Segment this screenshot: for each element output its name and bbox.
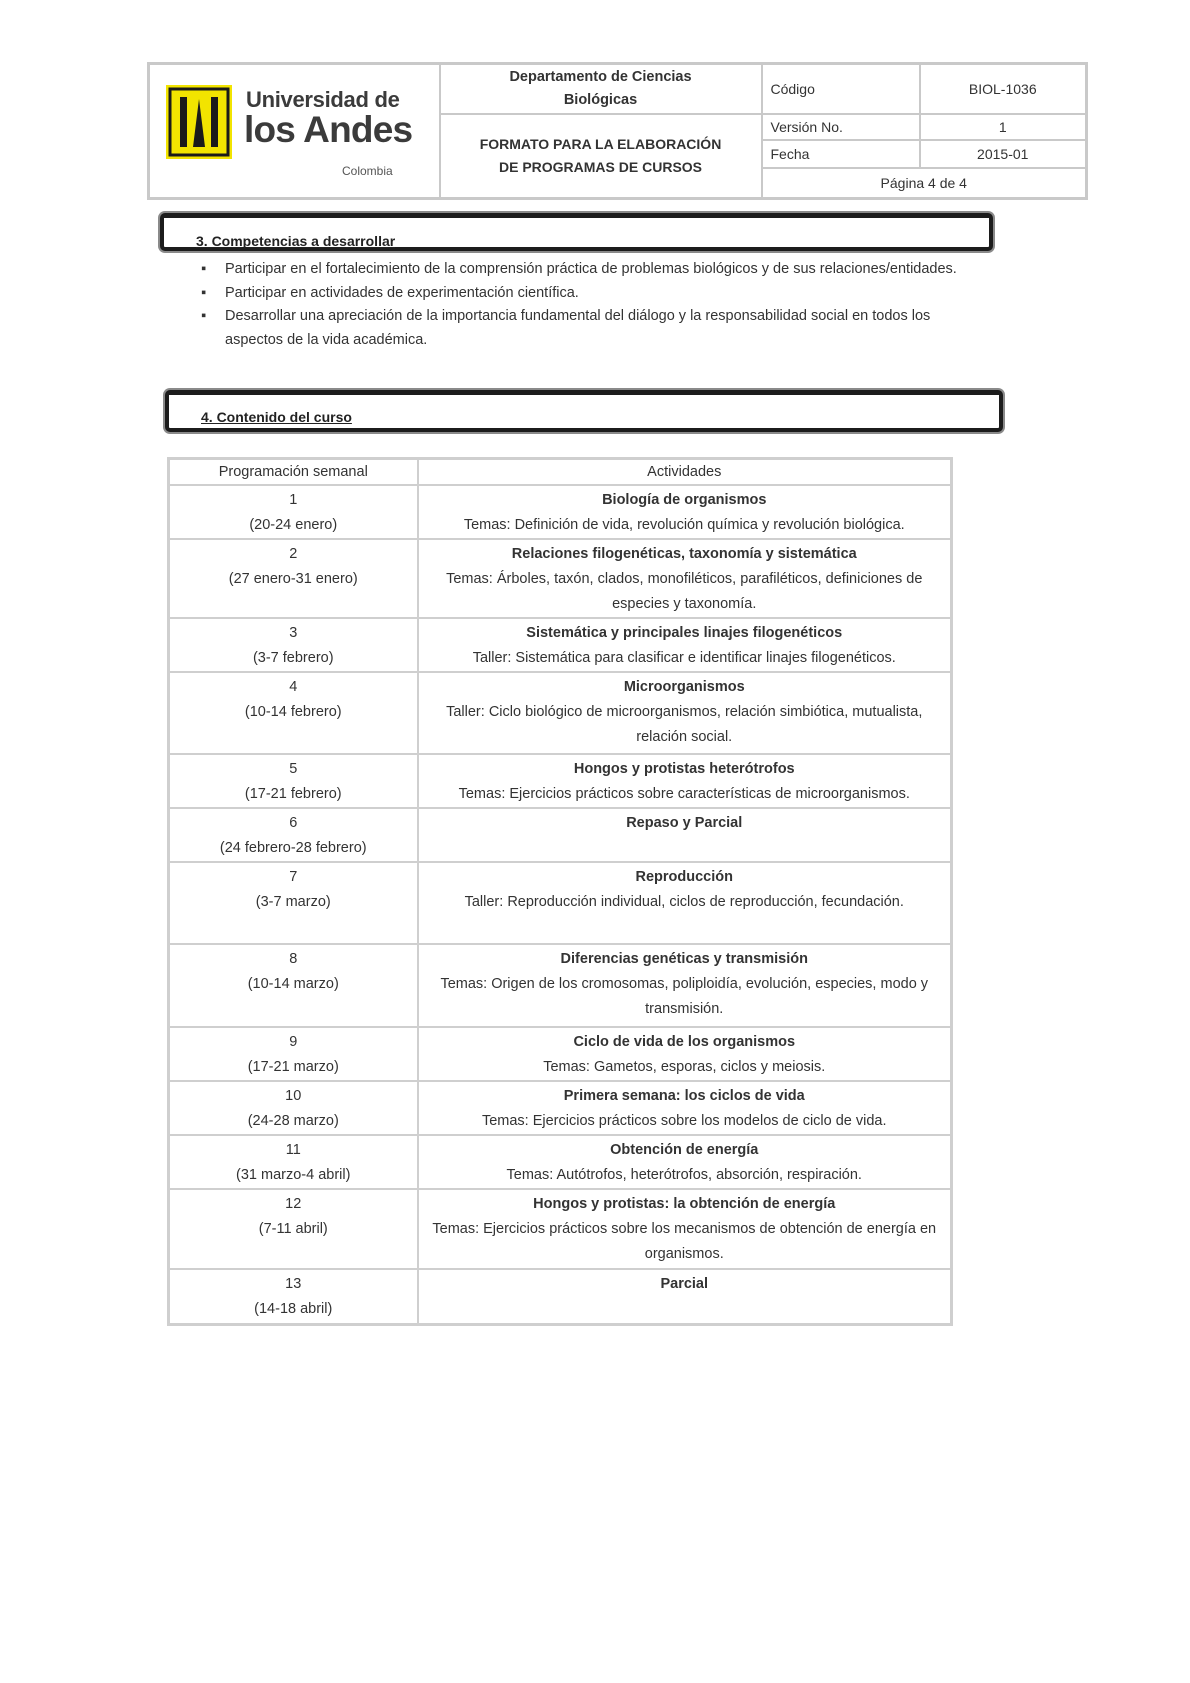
table-row [169, 1135, 952, 1189]
week-number: 5 [289, 761, 298, 777]
activity-title: Hongos y protistas heterótrofos [573, 761, 795, 777]
week-dates: (10-14 febrero) [244, 704, 342, 720]
list-item-text: Desarrollar una apreciación de la importancia fundamental del diálogo y la responsabilidad social en todos los aspectos de la vida académica. [225, 308, 931, 348]
version-value: 1 [920, 114, 1087, 140]
section-title-contenido: 4. Contenido del curso [201, 409, 352, 425]
activity-cell [418, 485, 952, 539]
activity-description: Taller: Ciclo biológico de microorganismos, relación simbiótica, mutualista, relación social. [446, 704, 923, 745]
table-row [169, 1189, 952, 1269]
activity-cell [418, 808, 952, 862]
week-number: 4 [289, 679, 298, 695]
department-name: Departamento de Ciencias Biológicas [509, 68, 692, 108]
column-header-activities: Actividades [418, 459, 952, 486]
date-label: Fecha [762, 140, 920, 168]
activity-description: Taller: Reproducción individual, ciclos de reproducción, fecundación. [464, 894, 904, 910]
week-cell [169, 754, 418, 808]
activity-description: Taller: Sistemática para clasificar e identificar linajes filogenéticos. [472, 650, 896, 666]
table-row [169, 808, 952, 862]
week-dates: (17-21 marzo) [247, 1059, 339, 1075]
bullet-icon: ▪ [201, 308, 207, 324]
activity-cell [418, 1135, 952, 1189]
activity-cell [418, 672, 952, 754]
section-heading-competencias [160, 213, 993, 251]
university-logo [149, 64, 440, 199]
table-row [169, 1027, 952, 1081]
activity-title: Parcial [660, 1276, 709, 1292]
table-row [169, 618, 952, 672]
activity-title: Sistemática y principales linajes filogenéticos [526, 625, 843, 641]
list-item-text: Participar en el fortalecimiento de la comprensión práctica de problemas biológicos y de sus relaciones/entidades. [225, 261, 957, 277]
activity-title: Diferencias genéticas y transmisión [560, 951, 808, 967]
week-cell [169, 1189, 418, 1269]
activity-title: Microorganismos [623, 679, 745, 695]
week-dates: (14-18 abril) [254, 1301, 333, 1317]
week-cell [169, 1135, 418, 1189]
week-dates: (24 febrero-28 febrero) [219, 840, 367, 856]
competencias-list [195, 258, 990, 352]
code-label: Código [762, 64, 920, 114]
page-number: Página 4 de 4 [762, 168, 1087, 199]
week-number: 11 [285, 1142, 301, 1158]
table-row [169, 1269, 952, 1324]
activity-description: Temas: Origen de los cromosomas, poliploidía, evolución, especies, modo y transmisión. [440, 976, 929, 1017]
column-header-week: Programación semanal [169, 459, 418, 486]
activity-description: Temas: Ejercicios prácticos sobre los modelos de ciclo de vida. [481, 1113, 887, 1129]
activity-cell [418, 1269, 952, 1324]
activity-description: Temas: Autótrofos, heterótrofos, absorción, respiración. [506, 1167, 862, 1183]
activity-cell [418, 862, 952, 944]
week-dates: (17-21 febrero) [244, 786, 342, 802]
activity-title: Repaso y Parcial [626, 815, 743, 831]
week-number: 1 [289, 492, 298, 508]
course-content-rows [169, 485, 952, 1324]
activity-cell [418, 618, 952, 672]
week-cell [169, 862, 418, 944]
week-number: 8 [289, 951, 298, 967]
activity-description: Temas: Ejercicios prácticos sobre características de microorganismos. [458, 786, 910, 802]
week-number: 7 [289, 869, 298, 885]
week-cell [169, 808, 418, 862]
table-row [169, 1081, 952, 1135]
section-heading-contenido [165, 390, 1003, 432]
week-number: 10 [285, 1088, 302, 1104]
week-cell [169, 485, 418, 539]
week-number: 6 [289, 815, 298, 831]
date-value: 2015-01 [920, 140, 1087, 168]
week-dates: (3-7 febrero) [252, 650, 334, 666]
activity-cell [418, 1189, 952, 1269]
week-number: 9 [289, 1034, 298, 1050]
activity-title: Primera semana: los ciclos de vida [563, 1088, 805, 1104]
logo-text-line2: los Andes [244, 109, 413, 150]
week-dates: (20-24 enero) [249, 517, 338, 533]
week-cell [169, 1027, 418, 1081]
table-row [169, 672, 952, 754]
week-dates: (27 enero-31 enero) [228, 571, 358, 587]
activity-description: Temas: Gametos, esporas, ciclos y meiosis. [543, 1059, 826, 1075]
list-item-text: Participar en actividades de experimentación científica. [225, 284, 579, 301]
list-item [195, 305, 990, 352]
activity-cell [418, 1081, 952, 1135]
week-dates: (7-11 abril) [258, 1221, 328, 1237]
week-cell [169, 1081, 418, 1135]
activity-cell [418, 539, 952, 618]
list-item [195, 258, 990, 282]
version-label: Versión No. [762, 114, 920, 140]
table-row [169, 754, 952, 808]
week-cell [169, 539, 418, 618]
bullet-icon: ▪ [201, 261, 207, 277]
document-header [147, 62, 1088, 200]
activity-title: Obtención de energía [610, 1142, 759, 1158]
table-row [169, 944, 952, 1027]
table-row [169, 862, 952, 944]
section-title-competencias: 3. Competencias a desarrollar [196, 233, 396, 249]
week-number: 12 [285, 1196, 302, 1212]
activity-title: Relaciones filogenéticas, taxonomía y sistemática [511, 546, 857, 562]
activity-description: Temas: Ejercicios prácticos sobre los mecanismos de obtención de energía en organismos. [432, 1221, 937, 1262]
bullet-icon: ▪ [201, 284, 207, 301]
activity-title: Ciclo de vida de los organismos [573, 1034, 796, 1050]
course-content-table [167, 457, 953, 1326]
week-dates: (3-7 marzo) [255, 894, 331, 910]
week-cell [169, 618, 418, 672]
week-number: 13 [285, 1276, 302, 1292]
department-cell [440, 64, 762, 114]
week-dates: (31 marzo-4 abril) [236, 1167, 351, 1183]
week-cell [169, 672, 418, 754]
activity-title: Biología de organismos [602, 492, 767, 508]
week-dates: (10-14 marzo) [247, 976, 339, 992]
week-cell [169, 944, 418, 1027]
activity-title: Hongos y protistas: la obtención de energía [533, 1196, 836, 1212]
week-dates: (24-28 marzo) [247, 1113, 339, 1129]
activity-cell [418, 1027, 952, 1081]
list-item [195, 282, 990, 306]
logo-text-line1: Universidad de [246, 87, 400, 112]
activity-description: Temas: Definición de vida, revolución química y revolución biológica. [463, 517, 905, 533]
table-row [169, 539, 952, 618]
logo-country: Colombia [342, 164, 393, 178]
activity-cell [418, 754, 952, 808]
activity-title: Reproducción [635, 869, 733, 885]
form-title-cell [440, 114, 762, 199]
form-title: FORMATO PARA LA ELABORACIÓN DE PROGRAMAS DE CURSOS [479, 135, 722, 175]
university-emblem-icon [166, 85, 232, 159]
table-row [169, 485, 952, 539]
week-number: 3 [289, 625, 298, 641]
week-cell [169, 1269, 418, 1324]
activity-description: Temas: Árboles, taxón, clados, monofiléticos, parafiléticos, definiciones de especies y taxonomía. [446, 571, 923, 612]
week-number: 2 [289, 546, 298, 562]
code-value: BIOL-1036 [920, 64, 1087, 114]
activity-cell [418, 944, 952, 1027]
